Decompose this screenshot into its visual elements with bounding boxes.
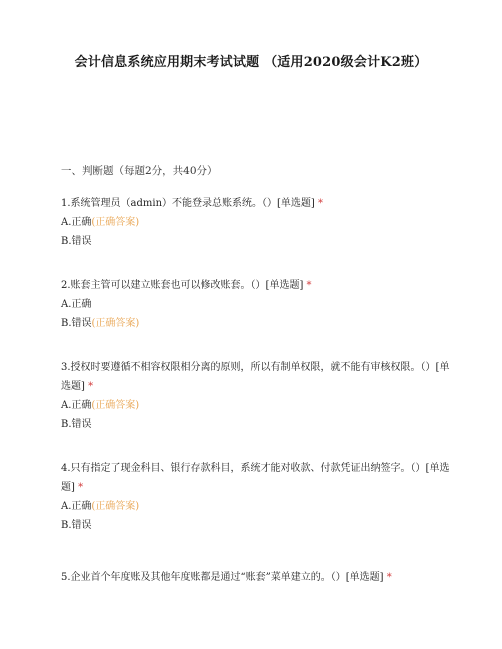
required-mark: *: [78, 482, 84, 493]
option-b: B.错误: [61, 520, 92, 531]
required-mark: *: [386, 572, 392, 583]
section-heading: 一、判断题（每题2分，共40分）: [61, 165, 218, 177]
option-a: A.正确(正确答案): [61, 501, 140, 512]
question-2: [61, 276, 451, 333]
question-text: 3.授权时要遵循不相容权限相分离的原则，所以有制单权限，就不能有审核权限。（）[单选题] *: [61, 362, 450, 392]
question-text: 5.企业首个年度账及其他年度账都是通过“账套”菜单建立的。（）[单选题] *: [61, 572, 392, 583]
option-a: A.正确: [61, 299, 92, 310]
option-a: A.正确(正确答案): [61, 217, 140, 228]
option-b: B.错误: [61, 419, 92, 430]
correct-answer-mark: (正确答案): [91, 318, 140, 329]
option-b: B.错误(正确答案): [61, 318, 140, 329]
question-5: [61, 568, 451, 587]
correct-answer-mark: (正确答案): [91, 400, 140, 411]
document-title: 会计信息系统应用期末考试试题 （适用2020级会计K2班）: [74, 55, 428, 70]
question-text: 4.只有指定了现金科目、银行存款科目，系统才能对收款、付款凭证出纳签字。（）[单选题] *: [61, 463, 450, 493]
required-mark: *: [88, 381, 94, 392]
correct-answer-mark: (正确答案): [91, 217, 140, 228]
correct-answer-mark: (正确答案): [91, 501, 140, 512]
option-b: B.错误: [61, 236, 92, 247]
question-1: [61, 194, 451, 251]
required-mark: *: [318, 198, 324, 209]
question-text: 1.系统管理员（admin）不能登录总账系统。（）[单选题] *: [61, 198, 324, 209]
question-3: [61, 358, 451, 434]
required-mark: *: [306, 280, 312, 291]
question-text: 2.账套主管可以建立账套也可以修改账套。（）[单选题] *: [61, 280, 312, 291]
option-a: A.正确(正确答案): [61, 400, 140, 411]
question-4: [61, 459, 451, 535]
